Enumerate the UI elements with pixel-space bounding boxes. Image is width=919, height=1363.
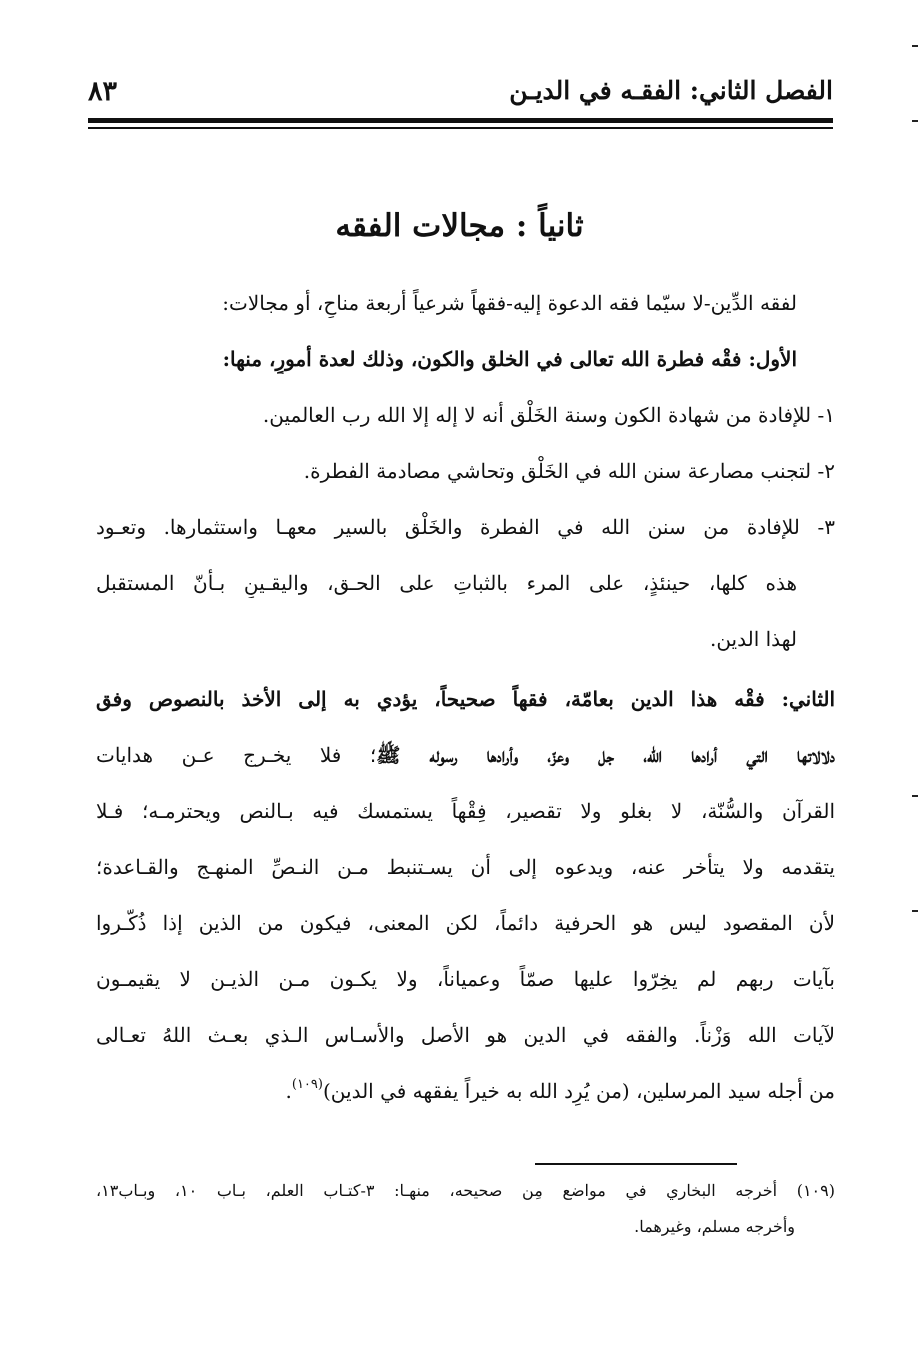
list-item: ٣- للإفادة من سنن الله في الفطرة والخَلْق بالسير معهـا واستثمارها. وتعـود (96, 515, 835, 539)
scan-margin-mark (912, 795, 918, 797)
paragraph-line: من أجله سيد المرسلين، (من يُرِد الله به خيراً يفقهه في الدين)$^{(١٠٩)}$. (285, 1077, 835, 1103)
paragraph-line: لهذا الدين. (709, 627, 797, 651)
running-header (88, 70, 833, 110)
footnote-separator (535, 1163, 737, 1165)
body-text (96, 288, 835, 1132)
footnote-line: (١٠٩) أخرجه البخاري في مواضع مِن صحيحه، منهـا: ٣-كتـاب العلم، بـاب ١٠، وبـاب١٣، (96, 1181, 835, 1200)
paragraph-line-text: من أجله سيد المرسلين، (من يُرِد الله به خيراً يفقهه في الدين) (322, 1079, 835, 1103)
paragraph-line: الثاني: فقْه هذا الدين بعامّة، فقهاً صحيحاً، يؤدي به إلى الأخذ بالنصوص وفق (96, 687, 835, 711)
paragraph-line: لفقه الدِّين-لا سيّما فقه الدعوة إليه-فقهاً شرعياً أربعة مناحٍ، أو مجالات: (222, 291, 797, 315)
scan-margin-mark (912, 120, 918, 122)
paragraph-line: هذه كلها، حينئذٍ، على المرء بالثباتِ على الحـق، واليقـينِ بـأنّ المستقبل (96, 571, 797, 595)
header-rule-thin (88, 127, 833, 129)
paragraph-line: القرآن والسُّنّة، لا بغلو ولا تقصير، فِقْهاً يستمسك فيه بـالنص ويحترمـه؛ فـلا (96, 799, 835, 823)
scan-margin-mark (912, 910, 918, 912)
footnotes (96, 1180, 835, 1252)
list-item: ١- للإفادة من شهادة الكون وسنة الخَلْق أنه لا إله إلا الله رب العالمين. (262, 403, 835, 427)
paragraph-line: يتقدمه ولا يتأخر عنه، ويدعوه إلى أن يسـتنبط مـن النـصِّ المنهـج والقـاعدة؛ (96, 855, 835, 879)
paragraph-line: لأن المقصود ليس هو الحرفية دائماً، لكن المعنى، فيكون من الذين إذا ذُكّـروا (96, 911, 835, 935)
paragraph-line: لآيات الله وَزْناً. والفقه في الدين هو الأصل والأسـاس الـذي بعـث اللهُ تعـالى (96, 1023, 835, 1047)
footnote-reference[interactable]: (١٠٩) (291, 1077, 323, 1092)
scan-margin-mark (912, 45, 918, 47)
paragraph-line: بآيات ربهم لم يخِرّوا عليها صمّاً وعمياناً، ولا يكـون مـن الذيـن لا يقيمـون (96, 967, 835, 991)
list-item: ٢- لتجنب مصارعة سنن الله في الخَلْق وتحاشي مصادمة الفطرة. (303, 459, 835, 483)
paragraph-line: دلالاتها التي أرادها الله، جل وعزّ، وأرادها رسوله ﷺ؛ فلا يخـرج عـن هدايات (96, 743, 835, 767)
paragraph-line: الأول: فقْه فطرة الله تعالى في الخلق والكون، وذلك لعدة أمورٍ، منها: (222, 347, 797, 371)
chapter-title: الفصل الثاني: الفقـه في الديـن (509, 76, 833, 105)
section-heading: ثانياً : مجالات الفقه (335, 208, 584, 244)
header-rule-thick (88, 118, 833, 123)
footnote-line: وأخرجه مسلم، وغيرهما. (634, 1217, 795, 1236)
page-number: ٨٣ (88, 76, 118, 107)
emphasized-text: دلالاتها التي أرادها الله، جل وعزّ، وأرادها رسوله ﷺ (376, 743, 835, 767)
